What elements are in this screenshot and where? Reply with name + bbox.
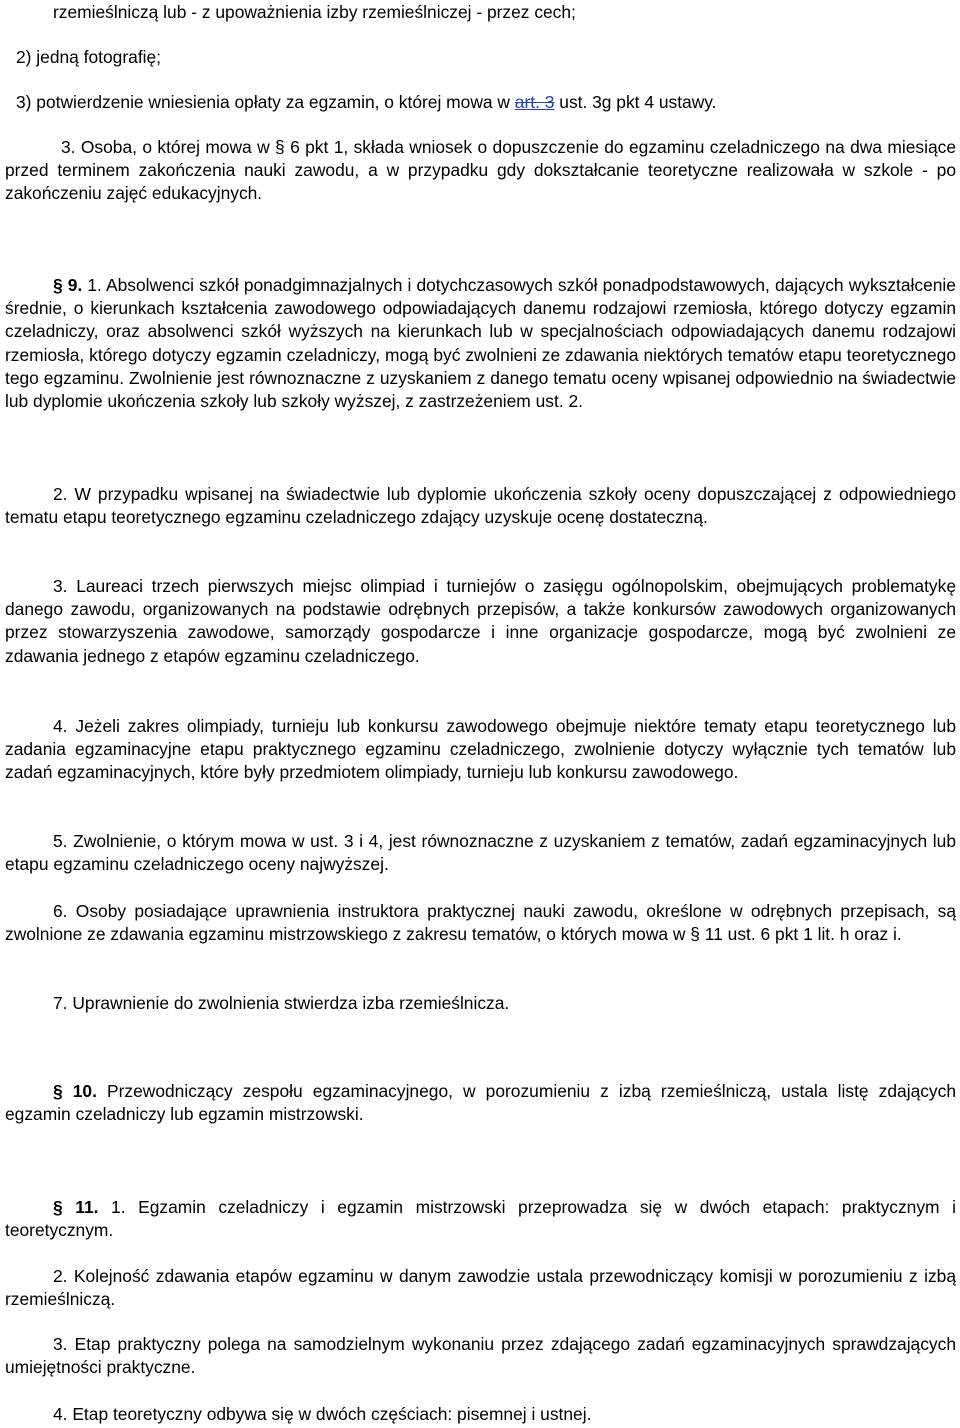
section-11-paragraph-1 xyxy=(5,1196,956,1242)
section-9-paragraph-6: 6. Osoby posiadające uprawnienia instruktora praktycznej nauki zawodu, określone w odrębnych przepisach, są zwolnione ze zdawania egzaminu mistrzowskiego z zakresu tematów, o których mowa w § 11 ust. 6 pkt 1 lit. h oraz i. xyxy=(5,901,956,945)
section-11-paragraph-1-text: 1. Egzamin czeladniczy i egzamin mistrzowski przeprowadza się w dwóch etapach: praktycznym i teoretycznym. xyxy=(5,1197,956,1241)
list-item-3-tail: ust. 3g pkt 4 ustawy. xyxy=(554,92,717,112)
section-10-paragraph xyxy=(5,1080,956,1126)
section-11-paragraph-3: 3. Etap praktyczny polega na samodzielnym wykonaniu przez zdającego zadań egzaminacyjnych sprawdzających umiejętności praktyczne. xyxy=(5,1334,956,1378)
section-9-paragraph-3: 3. Laureaci trzech pierwszych miejsc olimpiad i turniejów o zasięgu ogólnopolskim, obejmujących problematykę danego zawodu, organizowanych na podstawie odrębnych przepisów, a także konkursów zawodowych organizowanych przez stowarzyszenia zawodowe, samorządy gospodarcze i inne organizacje gospodarcze, mogą być zwolnieni ze zdawania jednego z etapów egzaminu czeladniczego. xyxy=(5,576,956,666)
list-item-3-text: 3) potwierdzenie wniesienia opłaty za egzamin, o której mowa w xyxy=(16,92,515,112)
section-11-paragraph-2: 2. Kolejność zdawania etapów egzaminu w danym zawodzie ustala przewodniczący komisji w porozumieniu z izbą rzemieślniczą. xyxy=(5,1266,956,1310)
section-9-paragraph-7: 7. Uprawnienie do zwolnienia stwierdza izba rzemieślnicza. xyxy=(53,993,510,1013)
section-9-paragraph-5: 5. Zwolnienie, o którym mowa w ust. 3 i 4, jest równoznaczne z uzyskaniem z tematów, zadań egzaminacyjnych lub etapu egzaminu czeladniczego oceny najwyższej. xyxy=(5,831,956,875)
section-10-text: Przewodniczący zespołu egzaminacyjnego, w porozumieniu z izbą rzemieślniczą, ustala listę zdających egzamin czeladniczy lub egzamin mistrzowski. xyxy=(5,1081,956,1125)
section-11-heading: § 11. xyxy=(53,1197,99,1217)
section-10-heading: § 10. xyxy=(53,1081,97,1101)
section-9-paragraph-1-number: 1. xyxy=(82,275,102,295)
article-link-part2[interactable]: 3 xyxy=(539,92,555,112)
paragraph-3-number: 3. xyxy=(61,137,76,157)
paragraph-3-text: Osoba, o której mowa w § 6 pkt 1, składa wniosek o dopuszczenie do egzaminu czeladniczego na dwa miesiące przed terminem zakończenia nauki zawodu, a w przypadku gdy dokształcanie teoretyczne realizowała w szkole - po zakończeniu zajęć edukacyjnych. xyxy=(5,137,956,204)
paragraph-3 xyxy=(5,136,956,206)
list-item-2: 2) jedną fotografię; xyxy=(16,47,162,67)
section-9-paragraph-4: 4. Jeżeli zakres olimpiady, turnieju lub konkursu zawodowego obejmuje niektóre tematy etapu teoretycznego lub zadania egzaminacyjne etapu praktycznego egzaminu czeladniczego, zwolnienie dotyczy wyłącznie tych tematów lub zadań egzaminacyjnych, które były przedmiotem olimpiady, turnieju lub konkursu zawodowego. xyxy=(5,716,956,783)
article-link-part1[interactable]: art. xyxy=(514,92,540,112)
section-11-paragraph-4: 4. Etap teoretyczny odbywa się w dwóch częściach: pisemnej i ustnej. xyxy=(53,1404,592,1424)
section-9-heading: § 9. xyxy=(53,275,83,295)
text-line-top: rzemieślniczą lub - z upoważnienia izby rzemieślniczej - przez cech; xyxy=(53,2,576,22)
list-item-3 xyxy=(16,91,956,114)
section-9-paragraph-1 xyxy=(5,274,956,413)
section-9-paragraph-2: 2. W przypadku wpisanej na świadectwie lub dyplomie ukończenia szkoły oceny dopuszczającej z odpowiedniego tematu etapu teoretycznego egzaminu czeladniczego zdający uzyskuje ocenę dostateczną. xyxy=(5,484,956,528)
article-link[interactable] xyxy=(515,92,555,112)
section-9-paragraph-1-text: Absolwenci szkół ponadgimnazjalnych i dotychczasowych szkół ponadpodstawowych, dających wykształcenie średnie, o kierunkach kształcenia zawodowego odpowiadających danemu rodzajowi rzemiosła, którego dotyczy egzamin czeladniczy, oraz absolwenci szkół wyższych na kierunkach lub w specjalnościach odpowiadających danemu rodzajowi rzemiosła, którego dotyczy egzamin czeladniczy, mogą być zwolnieni ze zdawania niektórych tematów etapu teoretycznego tego egzaminu. Zwolnienie jest równoznaczne z uzyskaniem z danego tematu oceny wpisanej odpowiednio na świadectwie lub dyplomie ukończenia szkoły lub szkoły wyższej, z zastrzeżeniem ust. 2. xyxy=(5,275,956,412)
